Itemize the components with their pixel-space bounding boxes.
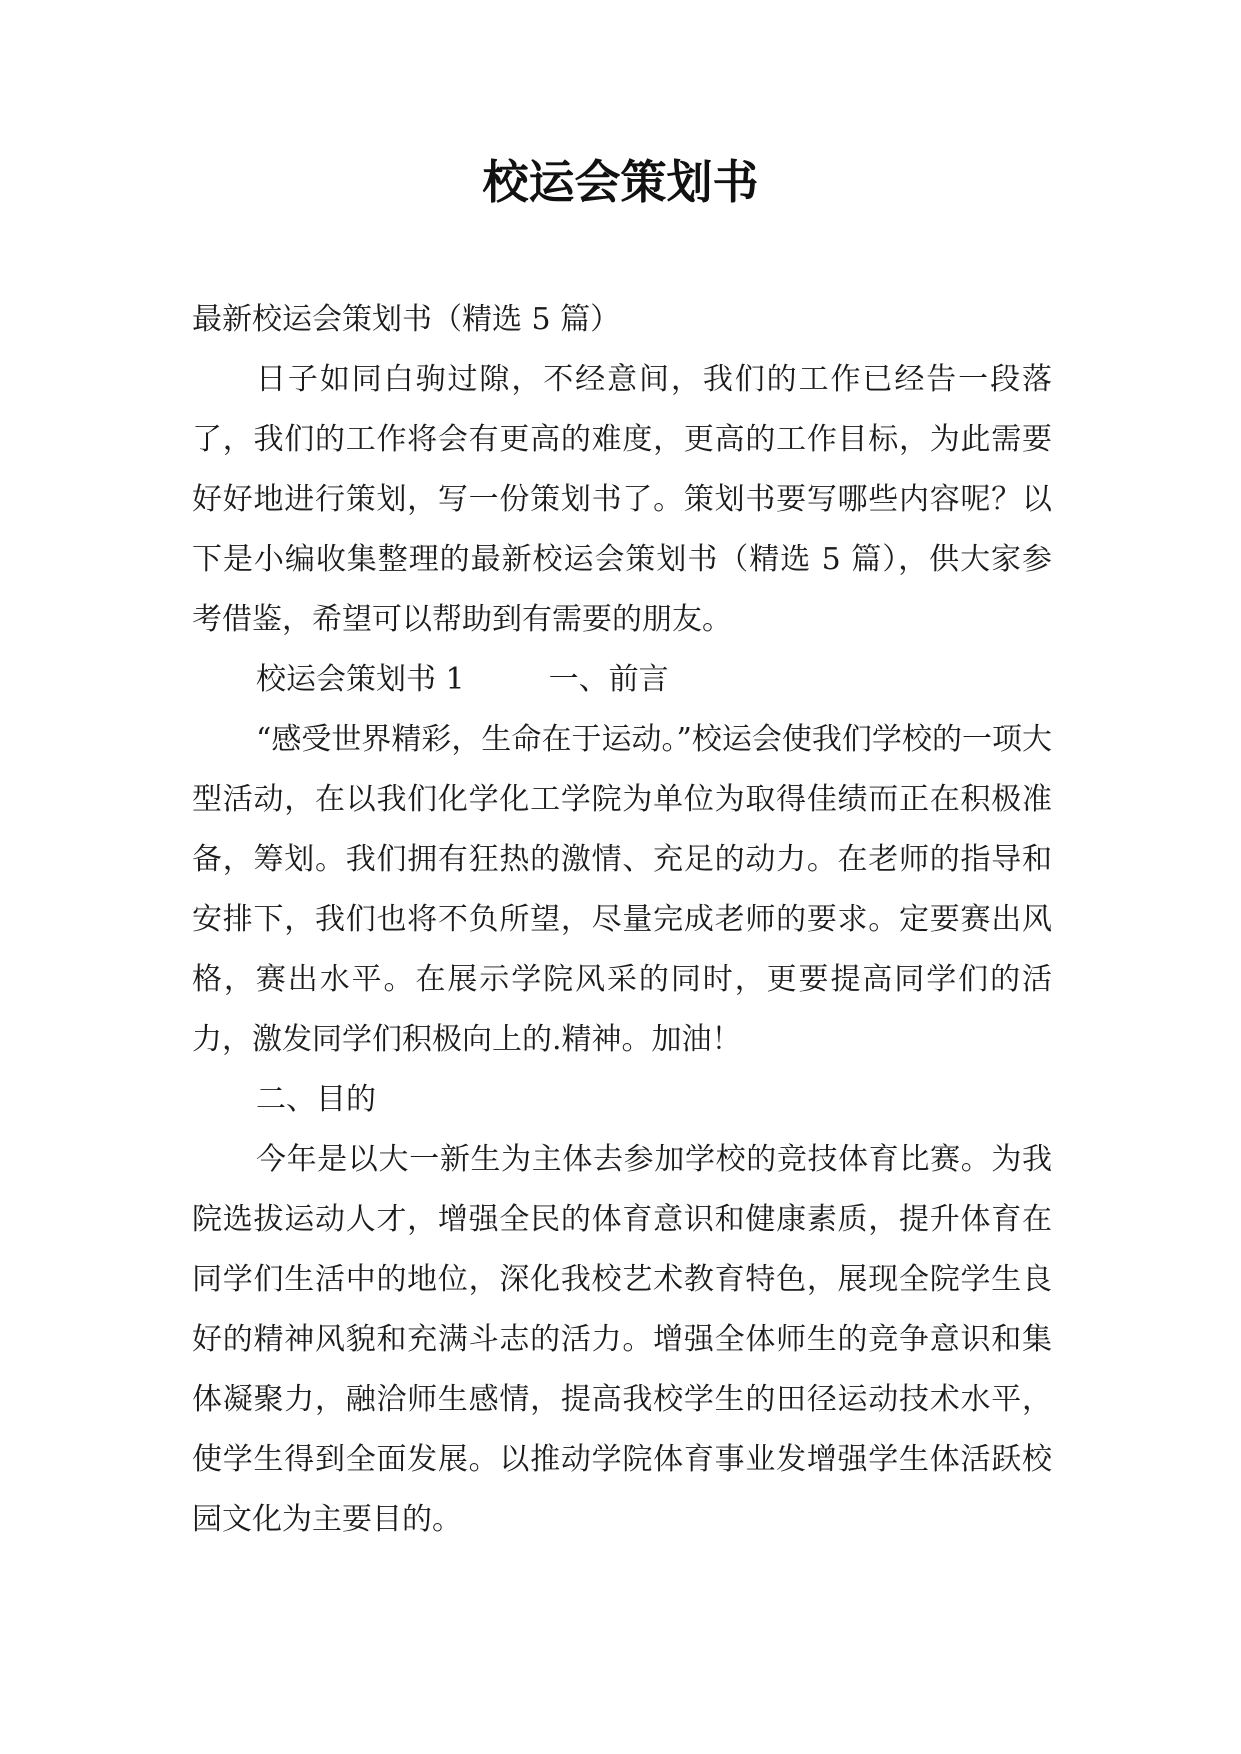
section-1-label: 校运会策划书 1 xyxy=(256,662,465,697)
preface-paragraph: “感受世界精彩，生命在于运动。”校运会使我们学校的一项大型活动，在以我们化学化工学院为单位为取得佳绩而正在积极准备，筹划。我们拥有狂热的激情、充足的动力。在老师的指导和安排下，我们也将不负所望，尽量完成老师的要求。定要赛出风格，赛出水平。在展示学院风采的同时，更要提高同学们的活力，激发同学们积极向上的.精神。加油！ xyxy=(192,722,1052,1057)
section-1-heading-line xyxy=(192,650,1052,710)
document-body xyxy=(192,290,1052,1550)
document-subtitle: 最新校运会策划书（精选 5 篇） xyxy=(192,302,621,337)
document-title: 校运会策划书 xyxy=(482,155,759,209)
section-2-heading: 二、目的 xyxy=(256,1082,376,1117)
purpose-paragraph: 今年是以大一新生为主体去参加学校的竞技体育比赛。为我院选拔运动人才，增强全民的体育意识和健康素质，提升体育在同学们生活中的地位，深化我校艺术教育特色，展现全院学生良好的精神风貌和充满斗志的活力。增强全体师生的竞争意识和集体凝聚力，融洽师生感情，提高我校学生的田径运动技术水平，使学生得到全面发展。以推动学院体育事业发增强学生体活跃校园文化为主要目的。 xyxy=(192,1142,1052,1537)
section-1-heading: 一、前言 xyxy=(548,662,669,697)
intro-paragraph: 日子如同白驹过隙，不经意间，我们的工作已经告一段落了，我们的工作将会有更高的难度，更高的工作目标，为此需要好好地进行策划，写一份策划书了。策划书要写哪些内容呢？以下是小编收集整理的最新校运会策划书（精选 5 篇），供大家参考借鉴，希望可以帮助到有需要的朋友。 xyxy=(192,362,1052,637)
